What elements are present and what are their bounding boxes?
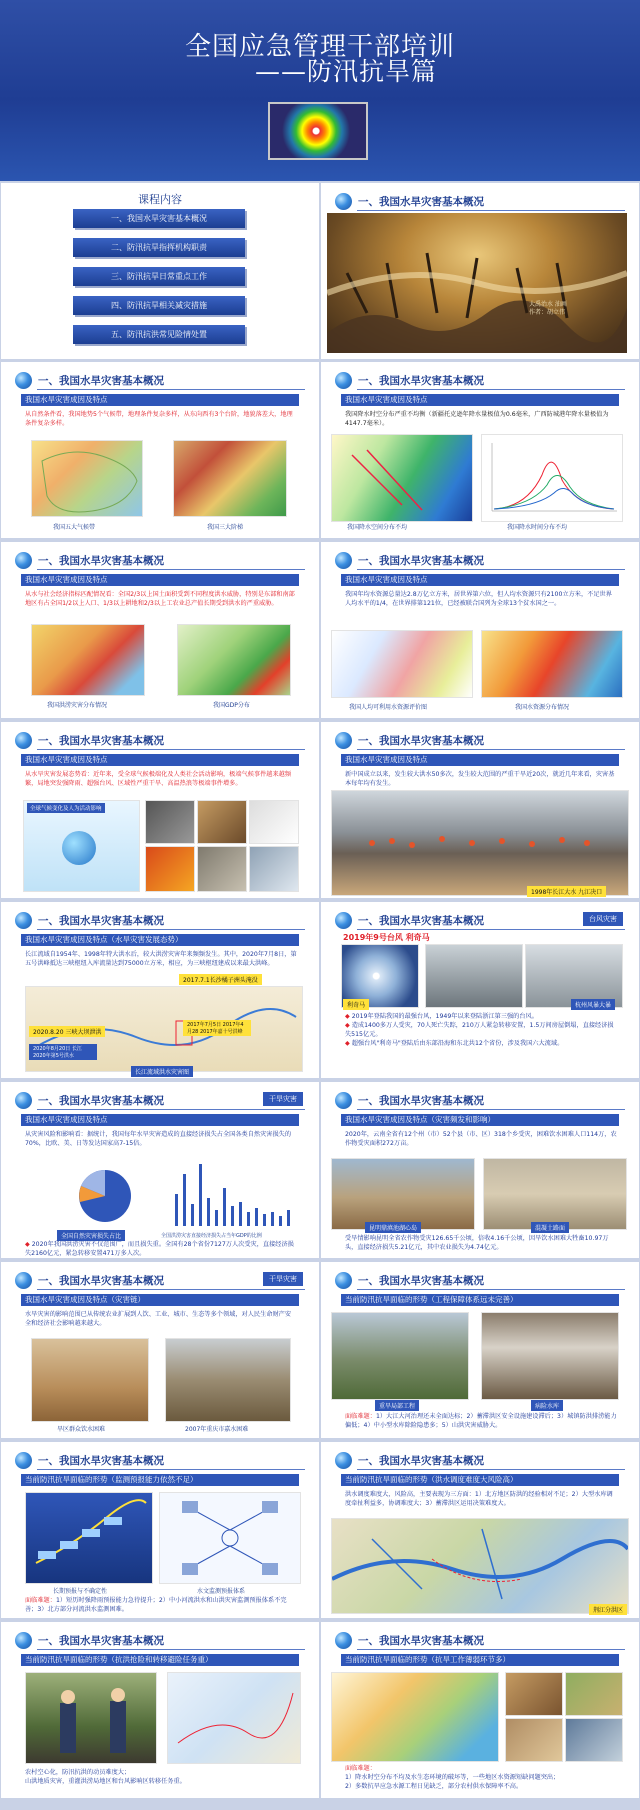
divider xyxy=(37,1649,305,1650)
diagram-caption: 水文监测预报体系 xyxy=(197,1588,246,1595)
flood-dispatch-map xyxy=(331,1518,629,1614)
photo-dry-crops xyxy=(565,1672,623,1716)
slide-water-resources[interactable] xyxy=(321,542,639,718)
divider xyxy=(37,389,305,390)
reservoir-photo xyxy=(165,1338,291,1422)
globe-icon xyxy=(335,193,352,210)
chart-caption: 全国自然灾害损失占比 xyxy=(57,1230,125,1241)
globe-icon xyxy=(335,372,352,389)
slide-1998-flood[interactable] xyxy=(321,722,639,898)
slide-text: 从自然条件看，我国地势5个气候带，地理条件复杂多样，从东向西有3个台阶，地貌落差大，地理条件复杂多样。 xyxy=(25,411,293,427)
toc-item-2[interactable]: 二、防汛抗旱指挥机构职责 xyxy=(73,238,245,257)
photo-storm xyxy=(249,846,299,892)
slide-title: 一、我国水旱灾害基本概况 xyxy=(15,1450,164,1470)
toc-item-5[interactable]: 五、防汛抗洪常见险情处置 xyxy=(73,325,245,344)
photo-caption: 旱区群众饮水困难 xyxy=(57,1426,106,1433)
map-caption: 我国降水空间分布不均 xyxy=(347,524,408,531)
drought-photo-1 xyxy=(331,1158,475,1230)
slide-typhoon[interactable] xyxy=(321,902,639,1078)
globe-icon xyxy=(15,912,32,929)
water-resource-map xyxy=(331,630,473,698)
slide-title: 一、我国水旱灾害基本概况 xyxy=(335,191,484,211)
banner-title: 全国应急管理干部培训 xyxy=(184,32,455,62)
divider xyxy=(357,1469,625,1470)
bullet-text: ◆ 2020年我国洪涝灾害不仅范围广，而且损失重。全国有28个省份7127万人次受灾，直接经济损失2160亿元，紧急转移安置471万多人次。 xyxy=(25,1241,294,1257)
section-bar: 我国水旱灾害成因及特点 xyxy=(21,1114,299,1126)
rescue-photo xyxy=(25,1672,157,1764)
reservoir-photo xyxy=(481,1312,619,1400)
slide-precipitation[interactable] xyxy=(321,362,639,538)
bar-chart xyxy=(169,1154,301,1232)
label: 2017年7月5日 2017年4月28 2017年嘉十号洪峰 xyxy=(183,1020,251,1036)
photo-dry-river xyxy=(505,1718,563,1762)
slide-title: 一、我国水旱灾害基本概况 xyxy=(335,1630,484,1650)
divider xyxy=(37,1109,305,1110)
infographic-title: 全球气候变化及人为活动影响 xyxy=(27,803,105,813)
precipitation-chart xyxy=(481,434,623,522)
section-bar: 我国水旱灾害成因及特点（水旱灾害发展态势） xyxy=(21,934,299,946)
slide-evacuation[interactable] xyxy=(1,1622,319,1798)
slide-flood-dispatch[interactable] xyxy=(321,1442,639,1618)
category-tag: 干旱灾害 xyxy=(263,1272,303,1286)
photo-water-supply xyxy=(565,1718,623,1762)
slide-title: 一、我国水旱灾害基本概况 xyxy=(15,910,164,930)
drought-water-photo xyxy=(31,1338,149,1422)
bullet-list: 农村空心化，防汛抗洪的动员难度大； 山洪地质灾害，重灌洪涝局地区和台风影响区转移任务重。 xyxy=(25,1769,186,1785)
engineering-photo xyxy=(331,1312,469,1400)
divider xyxy=(357,1109,625,1110)
slide-title: 一、我国水旱灾害基本概况 xyxy=(335,370,484,390)
bottom-text: 受旱情影响昆明全省农作物受灾126.65千公顷，倍收4.16千公顷，因旱饮水困难大牲畜10.97万头，直接经济损失5.21亿元，其中农业损失为4.74亿元。 xyxy=(345,1235,609,1251)
slide-text: 水旱灾害的影响范围已从传统农业扩展到人饮、工业、城市、生态等多个领域，对人民生命财产安全和经济社会影响越来越大。 xyxy=(25,1311,292,1327)
slide-toc[interactable] xyxy=(1,183,319,359)
toc-item-3[interactable]: 三、防汛抗旱日常重点工作 xyxy=(73,267,245,286)
painting-image xyxy=(327,213,627,353)
earth-icon xyxy=(62,831,96,865)
slide-text: 我国降水时空分布严重不均衡（新疆托克逊年降水量极值为0.6毫米，广西防城港年降水量极值为4147.7毫米）。 xyxy=(345,411,609,427)
map-caption: 我国五大气候带 xyxy=(53,524,96,531)
photo-caption: 1998年长江大水 九江决口 xyxy=(527,886,606,897)
chart-caption: 全国洪涝灾害直接经济损失占当年GDP的比例 xyxy=(161,1233,262,1239)
slide-title: 一、我国水旱灾害基本概况 xyxy=(15,1090,164,1110)
divider xyxy=(37,929,305,930)
painting-figures xyxy=(327,213,627,353)
section-bar: 我国水旱灾害成因及特点 xyxy=(21,394,299,406)
section-bar: 我国水旱灾害成因及特点 xyxy=(21,574,299,586)
slide-text: 从灾害风险和影响看：据统计，我国每年水旱灾害造成的直接经济损失占全国各类自然灾害损失的70%，比欧、美、日等发达国家高7-15倍。 xyxy=(25,1131,292,1147)
slide-climate-change[interactable] xyxy=(1,722,319,898)
slide-title: 一、我国水旱灾害基本概况 xyxy=(15,730,164,750)
photo-caption: 病险水库 xyxy=(531,1400,563,1411)
slide-flood-gdp[interactable] xyxy=(1,542,319,718)
bullet-list: ◆ 2019年登陆我国的最强台风，1949年以来登陆浙江第三强的台风。 ◆ 造成1400多万人受灾，70人死亡失踪，210万人紧急转移安置，1.5万间房屋倒塌，直接经济损失515亿元。 ◆ 超强台风"利奇马"登陆后由东部沿海和东北共12个省份，涉及我国六大流域。 xyxy=(345,1013,614,1047)
evacuation-map xyxy=(167,1672,301,1764)
photo-drought xyxy=(197,800,247,844)
slide-title: 一、我国水旱灾害基本概况 xyxy=(335,910,484,930)
chart-caption: 我国降水时间分布不均 xyxy=(507,524,568,531)
storm-photo-1 xyxy=(425,944,523,1008)
globe-icon xyxy=(15,372,32,389)
slide-climate-zones[interactable] xyxy=(1,362,319,538)
map-label: 荆江分洪区 xyxy=(589,1604,627,1615)
slide-text: 洪水调度难度大，风险高，主要表现为三方面：1）北方地区防洪的经验相对不足；2）大型水库调度牵扯利益多，协调难度大；3）蓄滞洪区运用决策难度大。 xyxy=(345,1491,613,1507)
globe-icon xyxy=(335,1632,352,1649)
label: 2020.8.20 三峡大坝泄洪 xyxy=(29,1026,105,1037)
slide-losses[interactable] xyxy=(1,1082,319,1258)
pie-chart xyxy=(35,1158,143,1228)
globe-icon xyxy=(15,1632,32,1649)
section-bar: 当前防汛抗旱面临的形势（洪水调度难度大风险高） xyxy=(341,1474,619,1486)
divider xyxy=(37,749,305,750)
section-bar: 当前防汛抗旱面临的形势（工程保障体系远未完善） xyxy=(341,1294,619,1306)
slide-drought-chain[interactable] xyxy=(1,1262,319,1438)
map-caption: 长江流域洪水灾害图 xyxy=(131,1066,193,1077)
globe-icon xyxy=(15,1452,32,1469)
label: 2017.7.1长沙橘子洲头淹没 xyxy=(179,974,262,985)
flood-map xyxy=(31,624,145,696)
divider xyxy=(37,1469,305,1470)
photo-fire xyxy=(145,846,195,892)
globe-icon xyxy=(335,1092,352,1109)
diagram-caption: 长期预报与不确定性 xyxy=(53,1588,108,1595)
slide-painting[interactable] xyxy=(321,183,639,359)
problem-text: 面临难题：1）短历时强降雨预报能力急待提升；2）中小河流洪水和山洪灾害监测预报体系不完善；3）北方部分河流洪水监测困难。 xyxy=(25,1597,287,1613)
monitoring-diagram xyxy=(159,1492,301,1584)
category-tag: 干旱灾害 xyxy=(263,1092,303,1106)
divider xyxy=(357,210,625,211)
terrain-map xyxy=(173,440,287,517)
photo-label: 利奇马 xyxy=(343,999,369,1010)
divider xyxy=(357,1289,625,1290)
divider xyxy=(357,389,625,390)
typhoon-satellite-image xyxy=(268,102,368,160)
globe-icon xyxy=(335,912,352,929)
slide-text: 从水旱灾害发展态势看：近年来，受全球气候极端化及人类社会活动影响，极端气候事件越来越频繁，局地突发强降雨、超强台风、区域性严重干旱、高温热浪等极端事件增多。 xyxy=(25,771,292,787)
section-bar: 我国水旱灾害成因及特点 xyxy=(341,394,619,406)
banner-subtitle: ——防汛抗旱篇 xyxy=(255,57,438,86)
globe-icon xyxy=(15,1272,32,1289)
climate-infographic xyxy=(23,800,140,892)
slide-drought-work[interactable] xyxy=(321,1622,639,1798)
section-bar: 当前防汛抗旱面临的形势（监测预报能力依然不足） xyxy=(21,1474,299,1486)
map-caption: 我国GDP分布 xyxy=(213,702,250,709)
slide-text: 我国年均水资源总量达2.8万亿立方米，居世界第六位，但人均水资源只有2100立方米，不足世界人均水平的1/4，在世界排第121位，已经被联合国列为全球13个贫水国之一。 xyxy=(345,591,612,607)
globe-icon xyxy=(335,732,352,749)
slide-yunnan-drought[interactable] xyxy=(321,1082,639,1258)
divider xyxy=(37,1289,305,1290)
map-caption: 我国水资源分布情况 xyxy=(515,704,570,711)
title-banner xyxy=(0,0,640,181)
photo-caption: 重旱局部工程 xyxy=(375,1400,419,1411)
slide-text: 2020年，云南全省有12个州（市）52个县（市、区）318个乡受灾，困难饮水困难人口114万，农作物受灾面积272万亩。 xyxy=(345,1131,617,1147)
drought-photo-2 xyxy=(483,1158,627,1230)
climate-map xyxy=(31,440,143,517)
photo-caption: 2007年重庆市嘉水困难 xyxy=(185,1426,249,1433)
section-bar: 我国水旱灾害成因及特点（灾害链） xyxy=(21,1294,299,1306)
section-bar: 当前防汛抗旱面临的形势（抗旱工作薄弱环节多） xyxy=(341,1654,619,1666)
slide-engineering[interactable] xyxy=(321,1262,639,1438)
photo-label: 杭州风暴大暴 xyxy=(571,999,615,1010)
water-distribution-map xyxy=(481,630,623,698)
divider xyxy=(357,929,625,930)
label: 2020年8月20日 长江 2020年第5号洪水 xyxy=(29,1044,97,1060)
divider xyxy=(357,1649,625,1650)
precipitation-map xyxy=(331,434,473,522)
globe-icon xyxy=(15,732,32,749)
slide-title: 一、我国水旱灾害基本概况 xyxy=(335,550,484,570)
slide-title: 一、我国水旱灾害基本概况 xyxy=(335,730,484,750)
toc-title: 课程内容 xyxy=(138,193,182,206)
category-tag: 台风灾害 xyxy=(583,912,623,926)
globe-icon xyxy=(335,552,352,569)
drought-map xyxy=(331,1672,499,1762)
photo-caption: 昆明鼎滇池湖心岛 xyxy=(365,1222,421,1233)
globe-icon xyxy=(335,1452,352,1469)
section-bar: 我国水旱灾害成因及特点 xyxy=(341,754,619,766)
photo-flood xyxy=(197,846,247,892)
globe-icon xyxy=(15,1092,32,1109)
section-bar: 我国水旱灾害成因及特点 xyxy=(341,574,619,586)
toc-item-4[interactable]: 四、防汛抗旱相关减灾措施 xyxy=(73,296,245,315)
section-bar: 当前防汛抗旱面临的形势（抗洪抢险和转移避险任务重） xyxy=(21,1654,299,1666)
slide-title: 一、我国水旱灾害基本概况 xyxy=(15,550,164,570)
toc-item-1[interactable]: 一、我国水旱灾害基本概况 xyxy=(73,209,245,228)
photo-caption: 混凝土路面 xyxy=(531,1222,569,1233)
photo-chart xyxy=(249,800,299,844)
painting-caption: 大禹治水 油画 作者：胡立伟 xyxy=(529,301,567,316)
slide-text: 从水与社会经济指标匹配情况看：全国2/3以上国土面积受到不同程度洪水威胁，特别是东部和南部地区有占全国1/2以上人口、1/3以上耕地和2/3以上工农业总产值长期受到洪水的严重威胁。 xyxy=(25,591,295,607)
forecast-diagram xyxy=(25,1492,153,1584)
slide-monitoring[interactable] xyxy=(1,1442,319,1618)
slide-title: 一、我国水旱灾害基本概况 xyxy=(335,1090,484,1110)
problem-text: 面临难题： 1）降水时空分布不均及水生态环境的破坏等，一些地区水资源短缺问题突出； 2）多数抗旱应急水源工程日见缺乏，部分农村供水保障率不高。 xyxy=(345,1765,560,1790)
map-caption: 我国三大阶梯 xyxy=(207,524,244,531)
slide-title: 一、我国水旱灾害基本概况 xyxy=(15,1270,164,1290)
problem-text: 面临难题：1）大江大河治理还未全面达标；2）蓄滞洪区安全设施建设滞后；3）城镇防洪排涝能力偏低；4）中小型水库除险隐患多；5）山洪灾害威胁大。 xyxy=(345,1413,617,1429)
photo-cracked-land xyxy=(505,1672,563,1716)
slide-text: 新中国成立以来，发生较大洪水50多次，发生较大范围的严重干旱近20次，就近几年来看，灾害基本每年均有发生。 xyxy=(345,771,615,787)
section-bar: 我国水旱灾害成因及特点（灾害频发和影响） xyxy=(341,1114,619,1126)
slide-title: 一、我国水旱灾害基本概况 xyxy=(15,370,164,390)
gdp-map xyxy=(177,624,291,696)
map-caption: 我国人均可利用水资源评价图 xyxy=(349,704,428,711)
slide-yangtze[interactable] xyxy=(1,902,319,1078)
slide-text: 长江流域自1954年、1998年特大洪水后，较大洪涝灾害年来频频发生。其中，2020年7月8日，第五号洪峰抵达三峡枢纽入库流量达到75000立方米，相应，为三峡枢纽建成以来最大洪峰。 xyxy=(25,951,297,967)
globe-icon xyxy=(335,1272,352,1289)
divider xyxy=(357,569,625,570)
slide-title: 一、我国水旱灾害基本概况 xyxy=(335,1450,484,1470)
globe-icon xyxy=(15,552,32,569)
slide-title: 一、我国水旱灾害基本概况 xyxy=(335,1270,484,1290)
map-caption: 我国洪涝灾害分布情况 xyxy=(47,702,108,709)
divider xyxy=(357,749,625,750)
slide-title: 一、我国水旱灾害基本概况 xyxy=(15,1630,164,1650)
flood-photo xyxy=(331,790,629,896)
typhoon-title: 2019年9号台风 利奇马 xyxy=(343,933,430,942)
divider xyxy=(37,569,305,570)
section-bar: 我国水旱灾害成因及特点 xyxy=(21,754,299,766)
photo-dust xyxy=(145,800,195,844)
